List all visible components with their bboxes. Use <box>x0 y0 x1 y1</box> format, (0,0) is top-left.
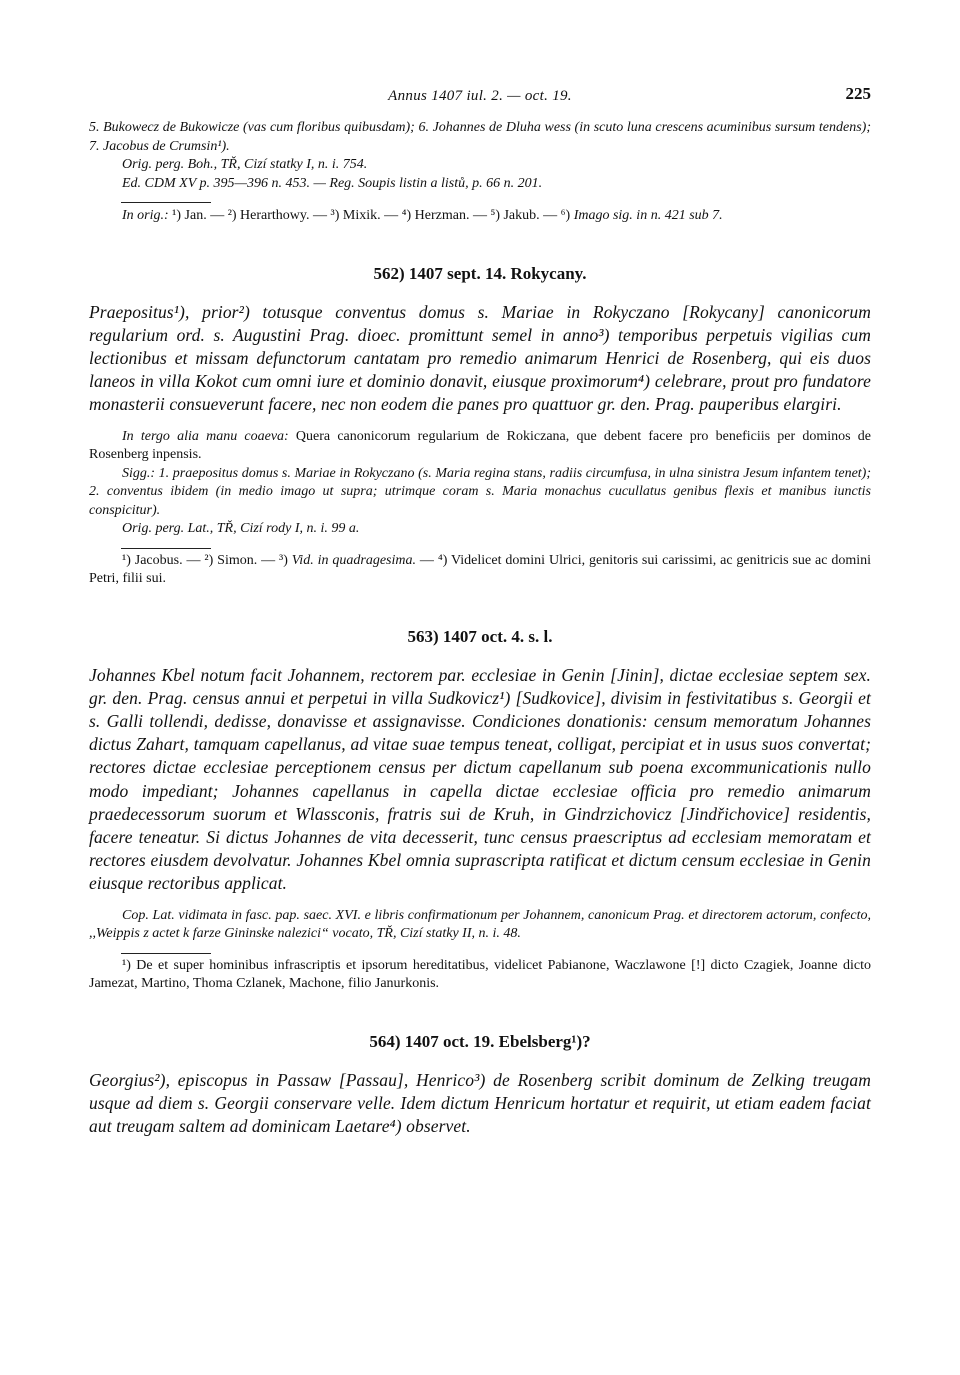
original-citation: Orig. perg. Boh., TŘ, Cizí statky I, n. i. 754. <box>122 157 368 172</box>
footnote-rule-563 <box>121 953 211 954</box>
document-heading-563: 563) 1407 oct. 4. s. l. <box>407 626 553 646</box>
tergo-label: In tergo alia manu coaeva: <box>122 428 289 444</box>
note-tail: Imago sig. in n. 421 sub 7. <box>573 208 723 223</box>
document-563 <box>89 627 871 994</box>
tergo-text: Quera canonicorum regularium de Rokiczana, que debent facere pro beneficiis per dominos de Rosenberg inpensis. <box>89 428 871 463</box>
abstract-563: Johannes Kbel notum facit Johannem, rectorem par. ecclesiae in Genin [Jinin], dictae ecclesiae septem sex. gr. den. Prag. census annui et perpetui in villa Sudkovicz¹) [Sudkovice], divisim in festivitatibus s. Georgii et s. Galli tollendi, dedisse, donavisse et assignavisse. Condiciones donationis: censum memoratum Johannes dictus Zahart, tamquam capellanus, ad vitae suae tempus teneat, colligat, percipiat et in usus suos convertat; rectores dictae ecclesiae perceptionem census per dictum capellanum sub poena excommunicationis nullo modo impediant; Johannes capellanus in capella dictae ecclesiae officia pro remedio animarum praedecessorum suorum et Wlassconis, fratris sui de Kruh, in Gindrzichovicz [Jindřichovice] residentis, facere teneatur. Si dictus Johannes de vita decesserit, tunc census praescriptus ad ecclesiam memoratam et rectores eiusdem devolvatur. Johannes Kbel omnia suprascripta ratificat et dictum censum ecclesiae in Genin eiusque rectoribus applicat. <box>89 664 871 894</box>
running-title: Annus 1407 iul. 2. — oct. 19. <box>388 88 572 104</box>
tergo-note <box>89 428 871 465</box>
footnote-rule-562 <box>121 548 211 549</box>
copy-citation-563: Cop. Lat. vidimata in fasc. pap. saec. XVI. e libris confirmationum per Johannem, canonicum Prag. et directorem actorum, confecto, ,,Weippis z actet k farze Gininske nalezici“ vocato, TŘ, Cizí statky II, n. i. 48. <box>89 907 871 942</box>
page-header <box>89 84 871 112</box>
abstract-564: Georgius²), episcopus in Passaw [Passau], Henrico³) de Rosenberg scribit dominum de Zelking treugam usque ad diem s. Georgii conservare velle. Idem dictum Henricum hortatur et requirit, ut etiam eadem faciat aut treugam saltem ad dominicam Laetare⁴) observet. <box>89 1069 871 1136</box>
footnote-part-a: ¹) Jacobus. — ²) Simon. — ³) <box>122 552 292 568</box>
footnote-rule <box>121 202 211 203</box>
footnotes-562 <box>89 552 871 589</box>
footnote-part-b: — ⁴) Videlicet domini Ulrici, genitoris sui carissimi, ac genitricis sue ac domini Petri, filii sui. <box>89 552 872 587</box>
previous-document-continuation <box>89 119 871 226</box>
note-label: In orig.: <box>122 208 169 223</box>
page-number: 225 <box>845 84 871 103</box>
document-heading-564: 564) 1407 oct. 19. Ebelsberg¹)? <box>369 1031 591 1051</box>
footnote-vid: Vid. in quadragesima. <box>291 552 417 568</box>
seal-list: 5. Bukowecz de Bukowicze (vas cum floribus quibusdam); 6. Johannes de Dluha wess (in scuto luna crescens acuminibus sursum tendens); 7. Jacobus de Crumsin¹). <box>89 120 871 154</box>
document-heading-562: 562) 1407 sept. 14. Rokycany. <box>373 263 587 283</box>
seals-description: Sigg.: 1. praepositus domus s. Mariae in Rokyczano (s. Maria regina stans, radiis circumfusa, in ulna sinistra Jesum infantem tenet); 2. conventus ibidem (in medio imago ut supra; utrimque coram s. Maria monachus cucullatus genibus flexis et manibus iunctis conspicitur). <box>89 465 871 518</box>
abstract-562: Praepositus¹), prior²) totusque conventus domus s. Mariae in Rokyczano [Rokycany] canonicorum regularium ord. s. Augustini Prag. dioec. promittunt semel in anno³) temporibus perpetuis vigilias cum lectionibus et missam defunctorum cantatam pro remedio animarum Henrici de Rosenberg, qui eis duos laneos in villa Kokot cum omni iure et dominio donavit, eiusque proximorum⁴) celebrare, prout pro fundatore monasterii consueverunt facere, nec non eodem die panes pro quattuor gr. den. Prag. pauperibus elargiri. <box>89 301 871 415</box>
document-562 <box>89 264 871 589</box>
footnote-563: ¹) De et super hominibus infrascriptis et ipsorum hereditatibus, videlicet Pabianone, Waczlawone [!] dicto Czagiek, Joanne dicto Jamezat, Martino, Thoma Czlanek, Machone, filio Janurkonis. <box>89 957 871 992</box>
edition-citation: Ed. CDM XV p. 395—396 n. 453. — Reg. Soupis listin a listů, p. 66 n. 201. <box>122 175 543 191</box>
original-citation-562: Orig. perg. Lat., TŘ, Cizí rody I, n. i. 99 a. <box>122 521 360 537</box>
note-body: ¹) Jan. — ²) Herarthowy. — ³) Mixik. — ⁴) Herzman. — ⁵) Jakub. — ⁶) <box>168 208 574 223</box>
original-spellings-note <box>89 207 871 226</box>
document-page <box>89 84 871 1138</box>
document-564 <box>89 1032 871 1139</box>
